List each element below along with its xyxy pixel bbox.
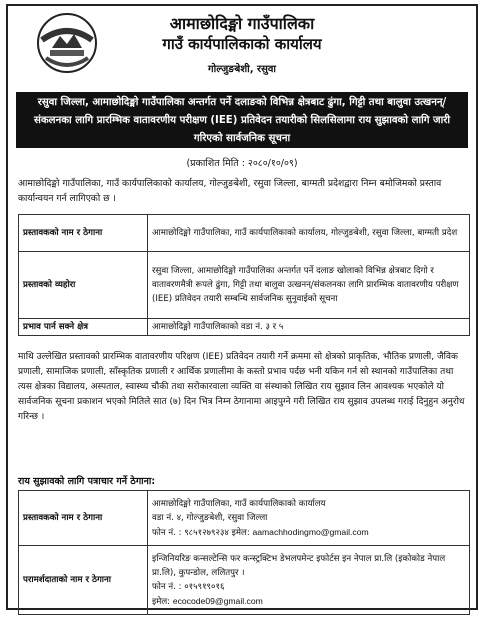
intro-paragraph: आमाछोदिङ्मो गाउँपालिका, गाउँ कार्यपालिकाको कार्यालय, गोल्जुङबेशी, रसुवा जिल्ला, बाग्मती प्रदेशद्वारा निम्न बमोजिमको प्रस्ताव कार्यान्वयन गर्न लागिएको छ ।: [18, 178, 442, 204]
body-paragraph: माथि उल्लेखित प्रस्तावको प्रारम्भिक वातावरणीय परिक्षण (IEE) प्रतिवेदन तयारी गर्ने क्रममा सो क्षेत्रको प्राकृतिक, भौतिक प्रणाली, जैविक प्रणाली, सामाजिक प्रणाली, साँस्कृतिक प्रणाली र आर्थिक प्रणालीमा के कस्तो प्रभाव पर्दछ भनी यकिन गर्न सो स्थानको गाउँपालिका तथा त्यस क्षेत्रका विद्यालय, अस्पताल, स्वास्थ्य चौकी तथा सरोकारवाला व्यक्ति वा संस्थाको लिखित राय सुझाव लिन आवश्यक भएकोले यो सार्वजनिक सूचना प्रकाशन भएको मितिले सात (७) दिन भित्र निम्न ठेगानामा आइपुग्ने गरी लिखित राय सुझाव उपलब्ध गराई दिनुहुन अनुरोध गरिन्छ ।: [18, 352, 465, 422]
proposal-table: [18, 214, 470, 336]
table-row: [19, 491, 470, 546]
email-label: इमेल:: [152, 596, 171, 607]
email-link[interactable]: aamachhodingmo@gmail.com: [252, 526, 369, 537]
header-subtitle: गाउँ कार्यपालिकाको कार्यालय: [162, 35, 322, 53]
row-label: प्रस्तावको व्यहोरा: [19, 252, 148, 319]
header-address: गोल्जुङबेशी, रसुवा: [208, 64, 276, 75]
proposer-contact: [148, 491, 470, 546]
table-row: [19, 319, 470, 336]
row-label: प्रस्तावकको नाम र ठेगाना: [19, 491, 148, 546]
row-value: रसुवा जिल्ला, आमाछोदिङ्मो गाउँपालिका अन्तर्गत पर्ने दलाङ खोलाको विभिन्न क्षेत्रबाट दिगो र वातावरणमैत्री रूपले ढुंगा, गिट्टी तथा बालुवा उत्खनन्/संकलनका लागि प्रारम्भिक वातावरणीय परीक्षण (IEE) प्रतिवेदन तयारी सम्बन्धि सार्वजनिक सुनुवाईको सूचना: [148, 252, 470, 319]
contact-table: [18, 490, 470, 615]
contact-line: इन्जिनियरिङ कन्सल्टेन्सि फर कन्स्ट्रक्टिभ डेभलपमेन्ट इफोर्टस इन नेपाल प्रा.लि (इकोकोड नेपाल प्रा.लि), कुपन्डोल, ललितपुर ।: [152, 553, 446, 578]
notice-title: रसुवा जिल्ला, आमाछोदिङ्मो गाउँपालिका अन्तर्गत पर्ने दलाङको विभिन्न क्षेत्रबाट ढुंगा, गिट्टी तथा बालुवा उत्खनन्/संकलनका लागि प्रारम्भिक वातावरणीय परीक्षण (IEE) प्रतिवेदन तयारीको सिलसिलामा राय सुझावको लागि जारी गरिएको सार्वजनिक सूचना: [16, 92, 468, 148]
consultant-contact: [148, 546, 470, 615]
row-value: आमाछोदिङ्मो गाउँपालिका, गाउँ कार्यपालिकाको कार्यालय, गोल्जुङबेशी, रसुवा जिल्ला, बाग्मती प्रदेश: [148, 215, 470, 252]
header-title: आमाछोदिङ्मो गाउँपालिका: [169, 14, 315, 33]
section-title: राय सुझावको लागि पत्राचार गर्ने ठेगाना:: [18, 476, 156, 487]
contact-line: [152, 525, 465, 540]
row-label: प्रस्तावकको नाम र ठेगाना: [19, 215, 148, 252]
row-label: प्रभाव पार्न सक्ने क्षेत्र: [19, 319, 148, 336]
row-label: परामर्शदाताको नाम र ठेगाना: [19, 546, 148, 615]
contact-line: आमाछोदिङ्मो गाउँपालिका, गाउँ कार्यपालिकाको कार्यालय: [152, 498, 326, 509]
header: [8, 6, 476, 86]
table-row: [19, 252, 470, 319]
row-value: आमाछोदिङ्मो गाउँपालिकाको वडा नं. ३ र ५: [148, 319, 470, 336]
table-row: [19, 215, 470, 252]
email-link[interactable]: ecocode09@gmail.com: [172, 595, 263, 606]
published-date: (प्रकाशित मिति : २०८०/१०/०९): [186, 158, 298, 169]
table-row: [19, 546, 470, 615]
contact-line: [152, 594, 465, 609]
phone-email-label: फोन नं. : ९८५१२७९२३४ इमेल:: [152, 527, 250, 538]
contact-line: वडा नं. ४, गोल्जुङबेशी, रसुवा जिल्ला: [152, 512, 268, 523]
contact-line: फोन नं. : ०१५९१९०१६: [152, 581, 225, 592]
notice-page: [6, 4, 478, 610]
